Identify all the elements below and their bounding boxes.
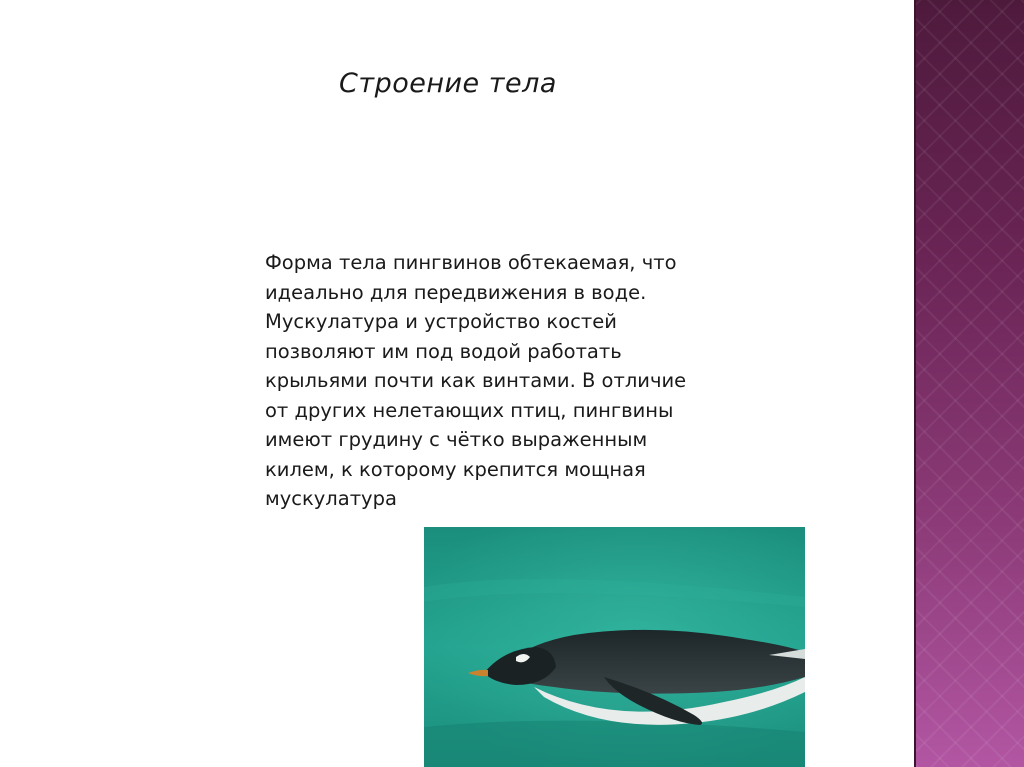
penguin-photo [424, 527, 805, 767]
body-line: мускулатура [265, 487, 397, 510]
decorative-side-band [914, 0, 1024, 767]
body-line: крыльями почти как винтами. В отличие [265, 369, 687, 392]
body-line: имеют грудину с чётко выраженным [265, 428, 648, 451]
body-line: Мускулатура и устройство костей [265, 310, 617, 333]
diamond-pattern [916, 0, 1024, 767]
body-line: идеально для передвижения в воде. [265, 280, 647, 304]
body-line: килем, к которому крепится мощная [265, 457, 646, 481]
body-line: позволяют им под водой работать [265, 339, 622, 363]
penguin-illustration [424, 527, 805, 767]
body-text [265, 248, 785, 514]
body-line: Форма тела пингвинов обтекаемая, что [265, 251, 677, 274]
slide-title: Строение тела [339, 68, 557, 99]
body-line: от других нелетающих птиц, пингвины [265, 398, 674, 422]
